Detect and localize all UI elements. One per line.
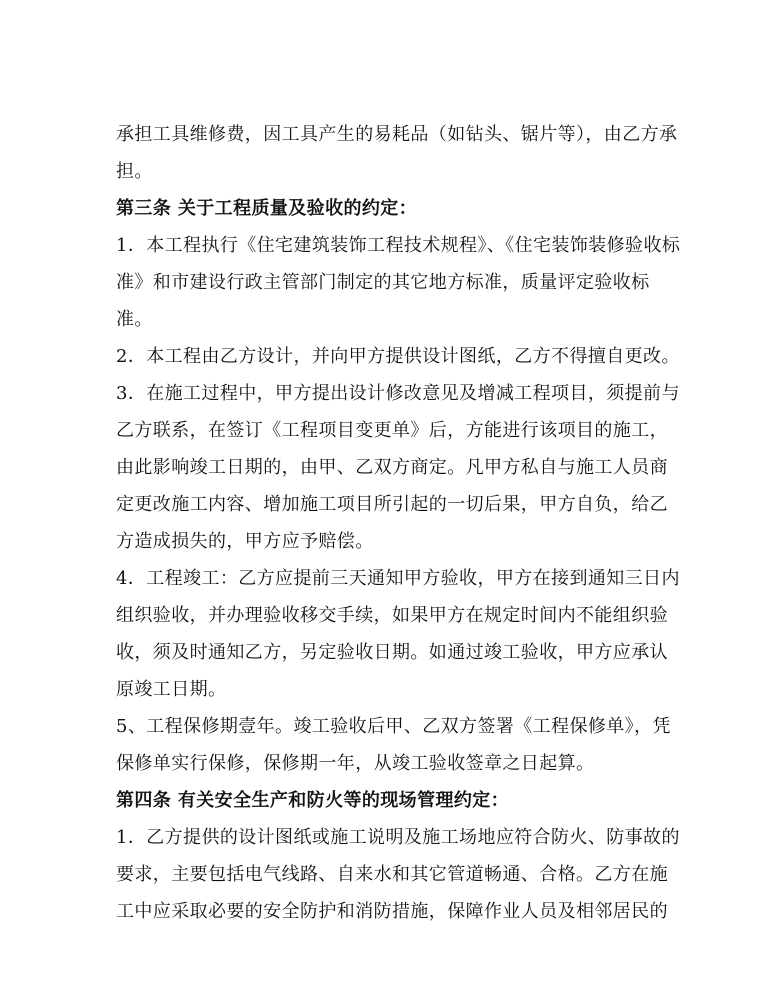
section-heading-article-4: 第四条 有关安全生产和防火等的现场管理约定： — [116, 790, 510, 811]
paragraph-line: 准》和市建设行政主管部门制定的其它地方标准，质量评定验收标 — [116, 272, 650, 293]
paragraph-line: 2．本工程由乙方设计，并向甲方提供设计图纸，乙方不得擅自更改。 — [116, 346, 680, 367]
paragraph-line: 组织验收，并办理验收移交手续，如果甲方在规定时间内不能组织验 — [116, 605, 668, 626]
paragraph-line: 工中应采取必要的安全防护和消防措施，保障作业人员及相邻居民的 — [116, 901, 668, 922]
section-heading-article-3: 第三条 关于工程质量及验收的约定： — [116, 198, 418, 219]
paragraph-line: 乙方联系，在签订《工程项目变更单》后，方能进行该项目的施工， — [116, 420, 668, 441]
paragraph-line: 原竣工日期。 — [116, 679, 227, 700]
paragraph-line: 方造成损失的，甲方应予赔偿。 — [116, 531, 374, 552]
paragraph-line: 5、工程保修期壹年。竣工验收后甲、乙双方签署《工程保修单》，凭 — [116, 716, 671, 737]
paragraph-line: 由此影响竣工日期的，由甲、乙双方商定。凡甲方私自与施工人员商 — [116, 457, 668, 478]
paragraph-line: 收，须及时通知乙方，另定验收日期。如通过竣工验收，甲方应承认 — [116, 642, 668, 663]
paragraph-line: 承担工具维修费，因工具产生的易耗品（如钻头、锯片等），由乙方承 — [116, 124, 678, 145]
paragraph-line: 1．本工程执行《住宅建筑装饰工程技术规程》、《住宅装饰装修验收标 — [116, 235, 681, 256]
paragraph-line: 保修单实行保修，保修期一年，从竣工验收签章之日起算。 — [116, 753, 595, 774]
paragraph-line: 担。 — [116, 161, 153, 182]
paragraph-line: 定更改施工内容、增加施工项目所引起的一切后果，甲方自负，给乙 — [116, 494, 668, 515]
paragraph-line: 1．乙方提供的设计图纸或施工说明及施工场地应符合防火、防事故的 — [116, 827, 680, 848]
paragraph-line: 准。 — [116, 309, 153, 330]
paragraph-line: 要求，主要包括电气线路、自来水和其它管道畅通、合格。乙方在施 — [116, 864, 668, 885]
paragraph-line: 4．工程竣工：乙方应提前三天通知甲方验收，甲方在接到通知三日内 — [116, 568, 680, 589]
paragraph-line: 3．在施工过程中，甲方提出设计修改意见及增减工程项目，须提前与 — [116, 383, 680, 404]
